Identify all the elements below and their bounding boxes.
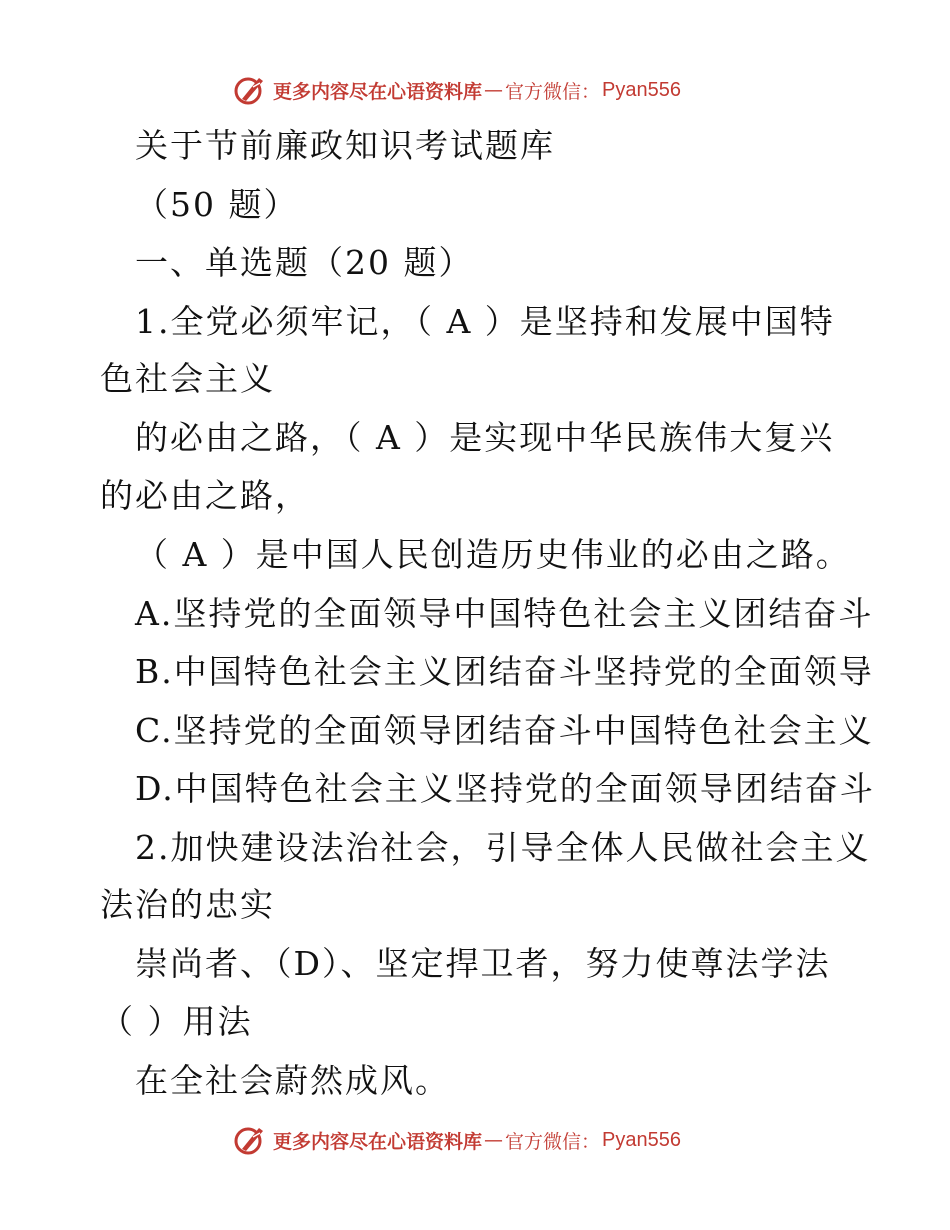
document-title: 关于节前廉政知识考试题库 [135,126,555,165]
section-heading: 一、单选题（20 题） [135,243,474,282]
banner-wechat-id: Pyan556 [602,1128,681,1151]
question-2-text: 2.加快建设法治社会，引导全体人民做社会主义 [135,828,871,867]
footer-banner [233,1120,681,1160]
question-1-text: 1.全党必须牢记，（ A ）是坚持和发展中国特 [135,302,835,341]
banner-wechat-id: Pyan556 [602,78,681,101]
question-1-text: 的必由之路， [100,476,310,515]
option-b: B.中国特色社会主义团结奋斗坚持党的全面领导 [135,652,874,691]
header-banner [233,70,681,110]
banner-wechat-label: 官方微信： [505,1130,601,1153]
question-1-text: （ A ）是中国人民创造历史伟业的必由之路。 [135,535,851,574]
question-1-text: 色社会主义 [100,359,275,398]
question-2-text: （ ）用法 [100,1002,253,1041]
option-a: A.坚持党的全面领导中国特色社会主义团结奋斗 [135,594,874,633]
quill-pen-logo-icon [233,73,267,107]
question-2-text: 法治的忠实 [100,885,275,924]
question-2-text: 在全社会蔚然成风。 [135,1061,450,1100]
question-count: （50 题） [135,185,299,224]
banner-text: 更多内容尽在心语资料库 [273,1130,483,1153]
quill-pen-logo-icon [233,1123,267,1157]
banner-dash: — [484,79,504,101]
banner-dash: — [484,1129,504,1151]
banner-text: 更多内容尽在心语资料库 [273,80,483,103]
question-2-text: 崇尚者、（D）、坚定捍卫者，努力使尊法学法 [135,944,831,983]
option-c: C.坚持党的全面领导团结奋斗中国特色社会主义 [135,711,874,750]
question-1-text: 的必由之路，（ A ）是实现中华民族伟大复兴 [135,418,835,457]
option-d: D.中国特色社会主义坚持党的全面领导团结奋斗 [135,769,875,808]
banner-wechat-label: 官方微信： [505,80,601,103]
